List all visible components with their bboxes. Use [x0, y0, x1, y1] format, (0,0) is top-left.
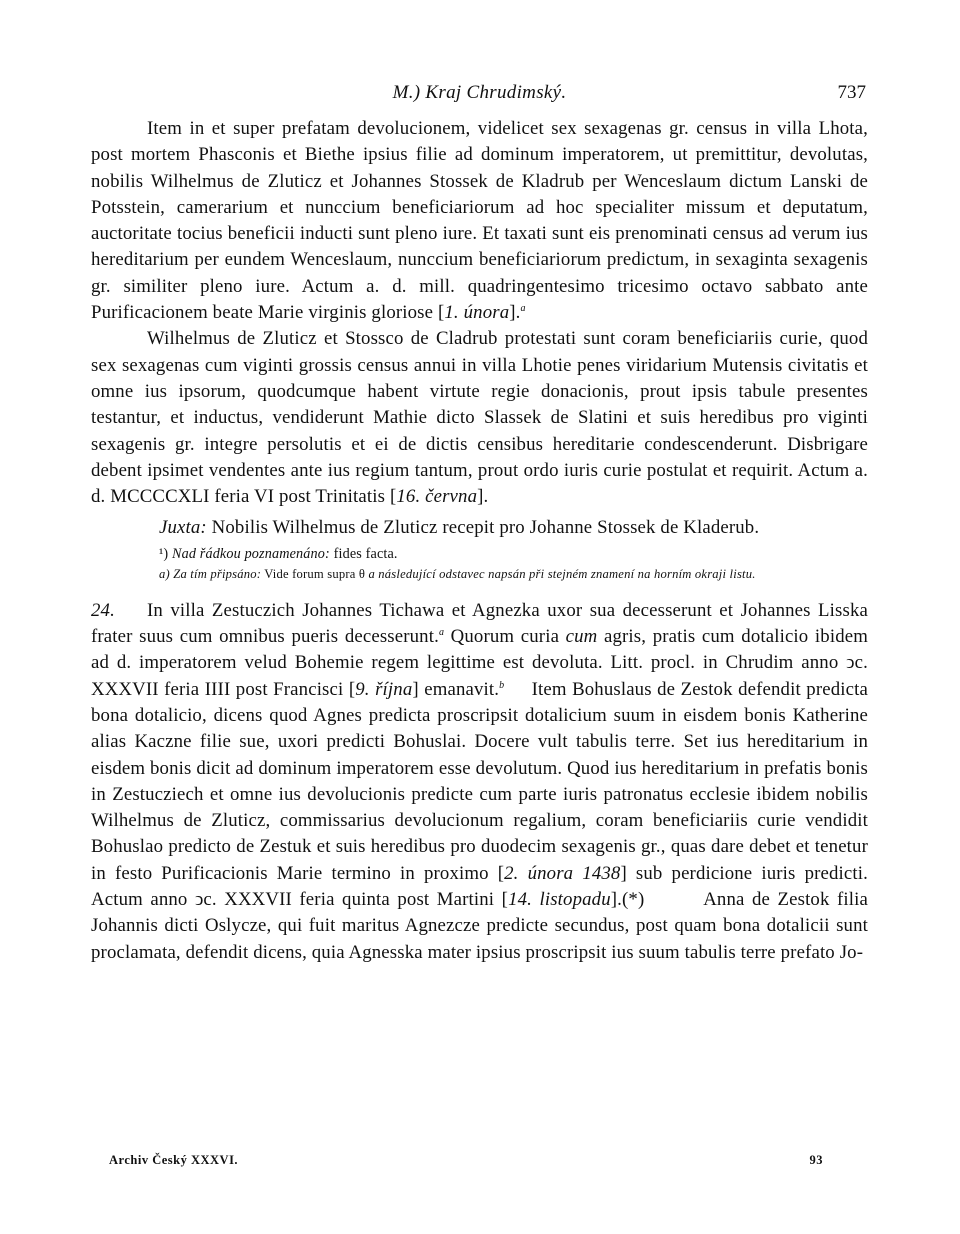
sheet-number: 93: [809, 1153, 823, 1167]
body-text: [91, 116, 873, 966]
document-page: [91, 82, 873, 1182]
footnote-1: [91, 544, 868, 564]
date-gloss: 1. února: [444, 302, 510, 324]
text-run: Wilhelmus de Zluticz et Stossco de Cladrub protestati sunt coram beneficiariis curie, quod sex sexagenas cum viginti grossis census annui in villa Lhotie penes viridarium Mutensis civitatis et omne ius ipsorum, quodcumque habent virtute regie donacionis, prout ipsis tabule presentes testantur, et inductus, vendiderunt Mathie dicto Slassek de Slatini et suis heredibus pro viginti sexagenis gr. integre persolutis et ei de dictis censibus hereditarie condescenderunt. Disbrigare debent ipsimet vendentes ante ius regium tantum, prout ordo iuris curie postulat et requirit. Actum a. d. MCCCCXLI feria VI post Trinitatis [: [91, 328, 868, 508]
text-run: agris, pratis cum dotalicio ibidem ad d. imperatorem velud Bohemie regem legittime est devoluta. Litt. procl. in Chrudim anno ↄc. XXXVII feria IIII post Francisci [: [91, 626, 868, 700]
entry-number: 24.: [91, 599, 115, 621]
page-header: [91, 82, 868, 110]
date-gloss: 16. června: [396, 486, 478, 508]
theta-symbol: θ: [358, 566, 366, 581]
entry-24: [91, 598, 873, 966]
footnote-marker: a): [159, 566, 170, 581]
date-gloss: 14. listopadu: [508, 889, 611, 911]
footnote-text: Vide forum supra: [261, 566, 359, 581]
footnote-a: [91, 564, 868, 584]
footnote-italic: Nad řádkou poznamenáno:: [168, 545, 330, 562]
juxta-note: [91, 515, 868, 541]
text-run: Quorum curia: [444, 626, 566, 648]
footnote-italic: Za tím připsáno:: [169, 566, 262, 581]
juxta-label: Juxta:: [159, 517, 207, 539]
footnote-marker: ¹): [159, 545, 169, 562]
footnote-text: fides facta.: [329, 545, 398, 562]
text-run: Item in et super prefatam devolucionem, videlicet sex sexagenas gr. census in villa Lhota, post mortem Phasconis et Biethe ipsius filie ad dominum imperatorem, ut premittitur, devolutas, nobilis Wilhelmus de Zluticz et Johannes Stossek de Kladrub per Wenceslaum dictum Lanski de Potsstein, camerarium et nunccium beneficiariorum ad hoc specialiter missum et deputatum, auctoritate tocius beneficii inducti sunt pleno iure. Et taxati sunt eis prenominati census ad verum ius hereditarium per eundem Wenceslaum, nunccium beneficiariorum predictum, in sexaginta sexagenis gr. similiter pleno iure. Actum a. d. mill. quadringentesimo tricesimo octavo sabbato ante Purificacionem beate Marie virginis gloriose [: [91, 118, 868, 324]
date-gloss: 9. října: [355, 678, 413, 700]
paragraph-zestuczich: [91, 598, 873, 966]
juxta-text: Nobilis Wilhelmus de Zluticz recepit pro Johanne Stossek de Kladerub.: [206, 517, 760, 539]
signature-mark: Archiv Český XXXVI.: [109, 1153, 239, 1167]
running-head: M.) Kraj Chrudimský.: [392, 82, 567, 103]
text-run: ].: [477, 486, 489, 508]
page-number: 737: [837, 82, 866, 103]
text-run: Item Bohuslaus de Zestok defendit predicta bona dotalicio, dicens quod Agnes predicta proscripsit dotalicium suum in eisdem bonis Katherine alias Kaczne filie sue, uxori predicti Bohuslai. Docere vult tabulis terre. Set ius hereditarium in eisdem bonis dicit ad dominum imperatorem esse devolutum. Quod ius hereditarium in prefatis bonis in Zestucziech et omne ius devolucionis predicte cum parte iuris patronatus ecclesie ibidem nobilis Wilhelmus de Zluticz, commissarius devolucionum regalium, coram beneficiariis curie vendidit Bohuslao predicto de Zestuk et suis heredibus pro duodecim sexagenis gr., quas dare debet et tenetur in festo Purificacionis Marie termino in proximo [: [91, 678, 873, 884]
text-run: ].(*) Anna de Zestok filia Johannis dicti Oslycze, qui fuit maritus Agnezcze predicte secundus, post quam bona dotalicii sunt proclamata, defendit dicens, quia Agnesska mater ipsius proscripsit ius suum tabulis terre prefato Jo-: [91, 889, 873, 963]
italic-word: cum: [565, 626, 598, 648]
page-footer: [91, 1153, 868, 1173]
footnote-marker: b: [499, 679, 505, 691]
footnote-italic: a následující odstavec napsán při stejném znamení na horním okraji listu.: [365, 566, 756, 581]
text-run: ] sub perdicione iuris predicti. Actum anno ↄc. XXXVII feria quinta post Martini [: [91, 862, 868, 911]
footnote-marker: a: [520, 303, 526, 315]
date-gloss: 2. února 1438: [504, 862, 621, 884]
paragraph-lhotie-sale: [91, 326, 868, 510]
text-run: ].: [509, 302, 521, 324]
text-run: ] emanavit.: [412, 678, 500, 700]
footnote-marker: a: [438, 627, 445, 639]
paragraph-lhota-induction: [91, 116, 868, 326]
text-run: In villa Zestuczich Johannes Tichawa et Agnezka uxor sua decesserunt et Johannes Lisska frater suus cum omnibus pueris decesserunt.: [91, 599, 868, 648]
